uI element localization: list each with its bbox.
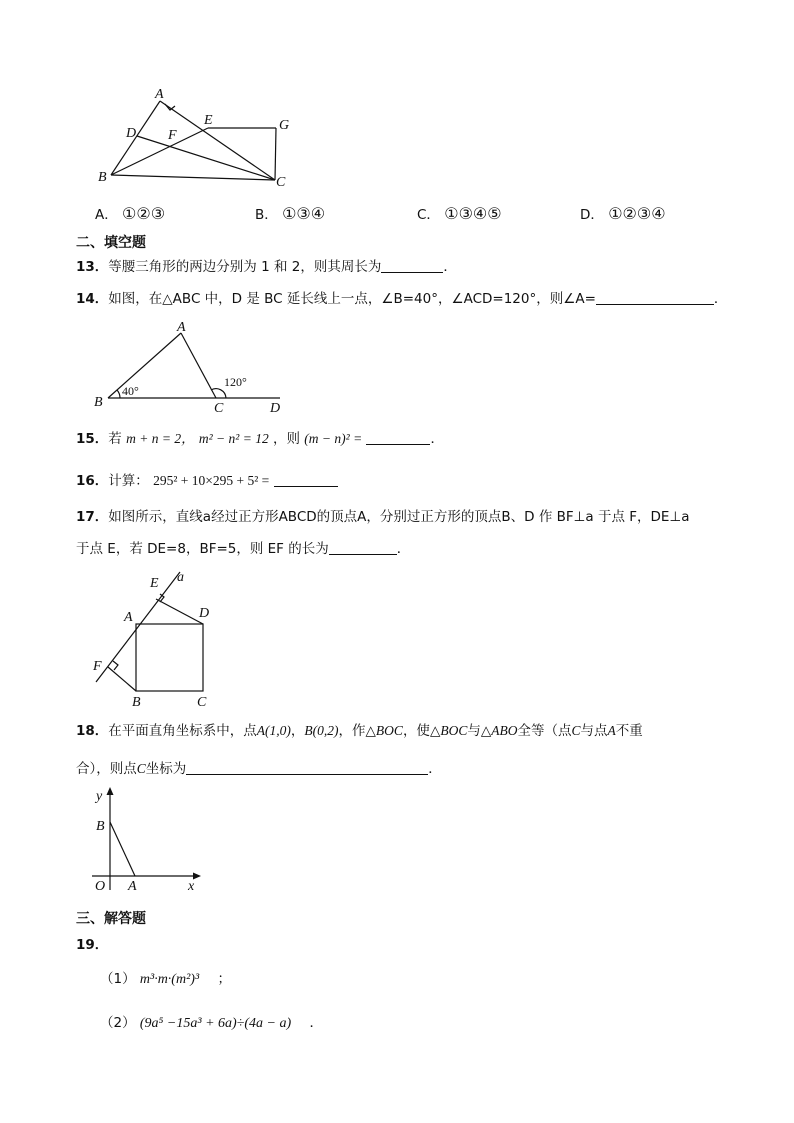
q12-option-b: [255, 206, 325, 224]
point-a: A(1,0): [256, 723, 291, 738]
question-number: 15．: [76, 431, 109, 447]
question-number: 18．: [76, 723, 109, 739]
fig18-label-y: y: [96, 789, 103, 804]
question-number: 13．: [76, 259, 109, 275]
equation-2: m² − n² = 12: [198, 431, 269, 446]
punctuation: ．: [443, 259, 457, 275]
triangle-boc: △BOC: [365, 723, 403, 738]
expression: m³·m·(m²)³: [139, 972, 200, 987]
question-text: 不重: [615, 723, 643, 739]
section-fill-in-title: 二、填空题: [76, 235, 146, 251]
expression: (9a⁵ −15a³ + 6a)÷(4a − a): [139, 1016, 292, 1031]
fig17-label-d: D: [199, 606, 210, 621]
q12-option-a: [95, 206, 165, 224]
fig18-label-a: A: [128, 879, 137, 894]
triangle-abo: △ABO: [480, 723, 518, 738]
fig12-label-g: G: [279, 118, 290, 133]
option-text: ①②③: [122, 206, 166, 223]
fig18-label-b: B: [96, 819, 105, 834]
option-text: ①②③④: [608, 206, 666, 223]
question-text: ，则: [273, 431, 300, 447]
question-15: [76, 430, 444, 448]
q18-figure: [88, 784, 208, 896]
fig12-label-c: C: [276, 175, 286, 190]
question-text: 等腰三角形的两边分别为 1 和 2，则其周长为: [108, 259, 382, 275]
point-a: A: [607, 723, 616, 738]
fig12-label-f: F: [168, 128, 177, 143]
question-19-number: 19．: [76, 937, 109, 953]
question-text: 与: [467, 723, 481, 739]
question-text: 若: [108, 431, 122, 447]
q14-figure: [90, 318, 300, 418]
fig17-label-a-line: a: [177, 570, 184, 585]
question-17-line-2: [76, 540, 410, 558]
punctuation: ．: [396, 541, 411, 557]
fig12-label-a: A: [155, 87, 164, 102]
point-b: B(0,2): [304, 723, 339, 738]
fig18-label-o: O: [95, 879, 106, 894]
answer-blank[interactable]: [381, 258, 443, 273]
fig12-label-b: B: [98, 170, 107, 185]
fig14-label-d: D: [270, 401, 281, 416]
option-text: ①③④⑤: [444, 206, 502, 223]
q17-figure: [88, 566, 228, 710]
question-text: 坐标为: [145, 761, 187, 777]
question-text: 如图所示，直线a经过正方形ABCD的顶点A，分别过正方形的顶点B、D 作 BF⊥a 于点 F，DE⊥a: [108, 509, 690, 525]
option-letter: A．: [95, 207, 118, 223]
fig17-label-b: B: [132, 695, 141, 710]
punctuation: ；: [217, 971, 231, 987]
point-c: C: [571, 723, 581, 738]
question-number: 17．: [76, 509, 109, 525]
question-text: 计算：: [108, 473, 149, 489]
option-letter: C．: [417, 207, 440, 223]
option-text: ①③④: [282, 206, 326, 223]
option-letter: B．: [255, 207, 278, 223]
q12-figure: [90, 84, 300, 192]
question-text: 合），则点: [76, 761, 137, 777]
question-number: 16．: [76, 473, 109, 489]
question-14: [76, 290, 727, 308]
part-label: （1）: [100, 971, 136, 987]
question-18: [76, 722, 643, 740]
fig14-angle-c: 120°: [224, 375, 247, 389]
question-16: [76, 472, 338, 490]
fig17-label-e: E: [150, 576, 159, 591]
fig14-label-c: C: [214, 401, 224, 416]
expression: 295² + 10×295 + 5² =: [153, 473, 270, 488]
question-number: 14．: [76, 291, 109, 307]
question-text: 全等（点: [517, 723, 572, 739]
fig14-angle-b: 40°: [122, 384, 139, 398]
question-text: 与点: [580, 723, 608, 739]
expression: (m − n)² =: [304, 431, 363, 446]
answer-blank[interactable]: [274, 472, 338, 487]
point-c: C: [136, 761, 146, 776]
punctuation: ．: [309, 1015, 323, 1031]
option-letter: D．: [580, 207, 604, 223]
part-label: （2）: [100, 1015, 136, 1031]
question-text: 于点 E，若 DE=8，BF=5，则 EF 的长为: [76, 541, 329, 557]
question-19-part-1: [100, 970, 231, 989]
question-18-line-2: [76, 760, 442, 778]
punctuation: ．: [713, 291, 728, 307]
fig18-label-x: x: [188, 879, 195, 894]
question-13: [76, 258, 457, 276]
q12-option-c: [417, 206, 502, 224]
equation-1: m + n = 2，: [126, 431, 195, 446]
answer-blank[interactable]: [366, 430, 430, 445]
q12-option-d: [580, 206, 666, 224]
question-19-part-2: [100, 1014, 323, 1033]
triangle-boc: △BOC: [429, 723, 468, 738]
fig17-label-a: A: [124, 610, 133, 625]
answer-blank[interactable]: [329, 540, 397, 555]
punctuation: ．: [430, 431, 444, 447]
question-17: [76, 508, 690, 526]
question-text: 在平面直角坐标系中，点: [108, 723, 257, 739]
punctuation: ，: [290, 723, 305, 739]
answer-blank[interactable]: [186, 760, 428, 775]
fig14-label-b: B: [94, 395, 103, 410]
answer-blank[interactable]: [596, 290, 714, 305]
fig14-label-a: A: [177, 320, 186, 335]
fig17-label-c: C: [197, 695, 207, 710]
question-text: 如图，在△ABC 中，D 是 BC 延长线上一点，∠B=40°，∠ACD=120°，则∠A=: [108, 291, 596, 307]
fig12-label-e: E: [204, 113, 213, 128]
fig12-label-d: D: [126, 126, 137, 141]
section-solve-title: 三、解答题: [76, 911, 146, 927]
question-text: ，使: [402, 723, 430, 739]
punctuation: ．: [428, 761, 442, 777]
fig17-label-f: F: [93, 659, 102, 674]
question-text: ，作: [338, 723, 366, 739]
